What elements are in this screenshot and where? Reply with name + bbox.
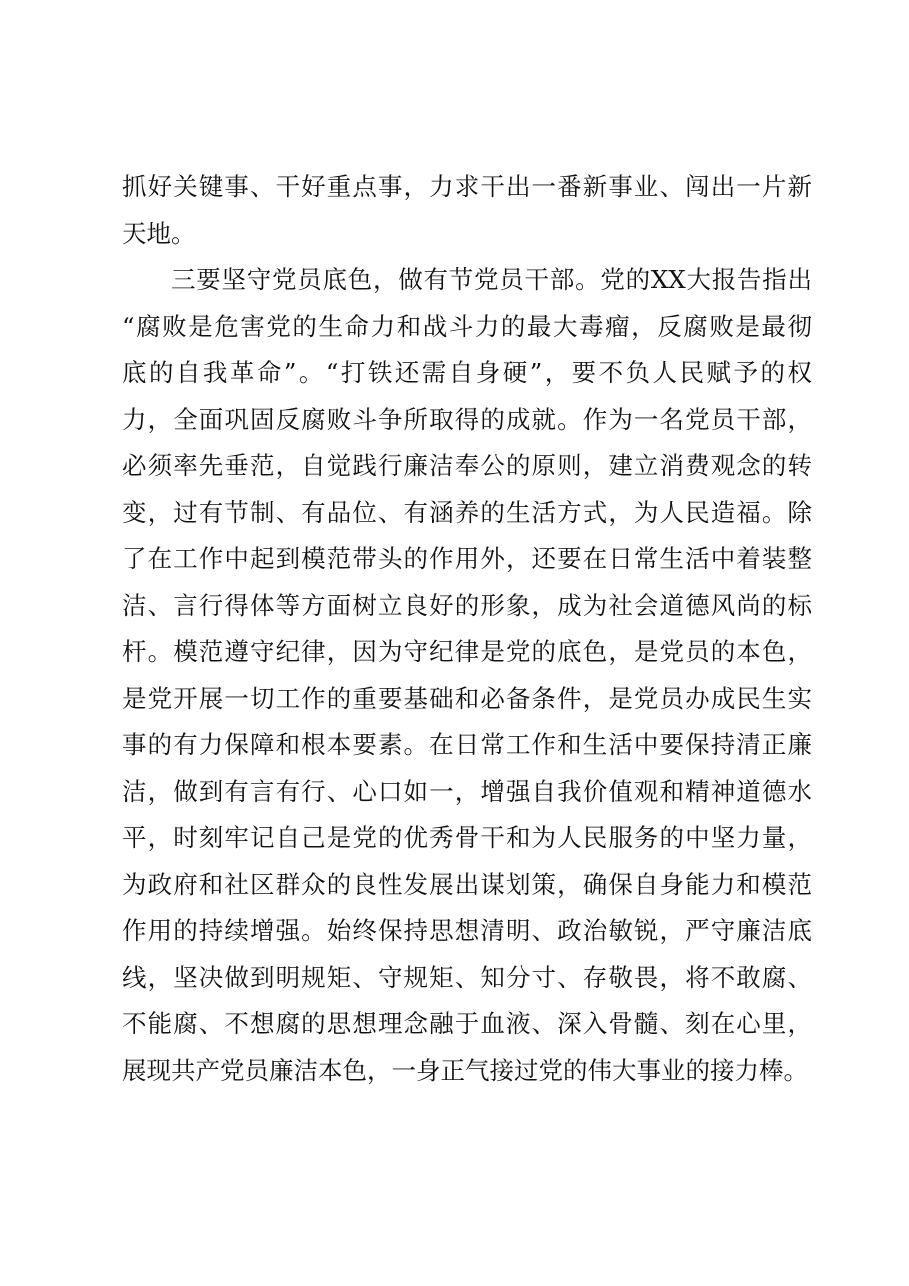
paragraph-2-line-3: 底的自我革命”。“打铁还需自身硬”，要不负人民赋予的权 <box>122 358 812 387</box>
paragraph-2-line-10: 是党开展一切工作的重要基础和必备条件，是党员办成民生实 <box>122 683 812 713</box>
paragraph-2-line-9: 杆。模范遵守纪律，因为守纪律是党的底色，是党员的本色， <box>122 637 812 666</box>
paragraph-2-line-1: 三要坚守党员底色，做有节党员干部。党的XX大报告指出 <box>171 265 812 294</box>
paragraph-2-line-14: 为政府和社区群众的良性发展出谋划策，确保自身能力和模范 <box>122 869 812 899</box>
paragraph-2-line-4: 力，全面巩固反腐败斗争所取得的成就。作为一名党员干部， <box>122 404 812 434</box>
paragraph-2-line-8: 洁、言行得体等方面树立良好的形象，成为社会道德风尚的标 <box>122 590 812 620</box>
paragraph-2-line-16: 线，坚决做到明规矩、守规矩、知分寸、存敬畏，将不敢腐、 <box>122 962 812 992</box>
paragraph-2-line-11: 事的有力保障和根本要素。在日常工作和生活中要保持清正廉 <box>122 730 812 759</box>
document-body <box>122 164 812 1094</box>
paragraph-2-line-5: 必须率先垂范，自觉践行廉洁奉公的原则，建立消费观念的转 <box>122 451 812 480</box>
paragraph-2-line-7: 了在工作中起到模范带头的作用外，还要在日常生活中着装整 <box>122 544 812 573</box>
paragraph-2-line-2: “腐败是危害党的生命力和战斗力的最大毒瘤，反腐败是最彻 <box>122 311 812 341</box>
paragraph-2-line-6: 变，过有节制、有品位、有涵养的生活方式，为人民造福。除 <box>122 497 812 527</box>
paragraph-1-line-2: 天地。 <box>122 218 196 248</box>
paragraph-2-line-15: 作用的持续增强。始终保持思想清明、政治敏锐，严守廉洁底 <box>122 916 812 945</box>
paragraph-2-line-17: 不能腐、不想腐的思想理念融于血液、深入骨髓、刻在心里， <box>122 1009 812 1038</box>
paragraph-2-line-13: 平，时刻牢记自己是党的优秀骨干和为人民服务的中坚力量， <box>122 823 812 852</box>
paragraph-2-line-18: 展现共产党员廉洁本色，一身正气接过党的伟大事业的接力棒。 <box>122 1055 808 1085</box>
paragraph-1-line-1: 抓好关键事、干好重点事，力求干出一番新事业、闯出一片新 <box>122 172 812 201</box>
paragraph-2-line-12: 洁，做到有言有行、心口如一，增强自我价值观和精神道德水 <box>122 776 812 806</box>
